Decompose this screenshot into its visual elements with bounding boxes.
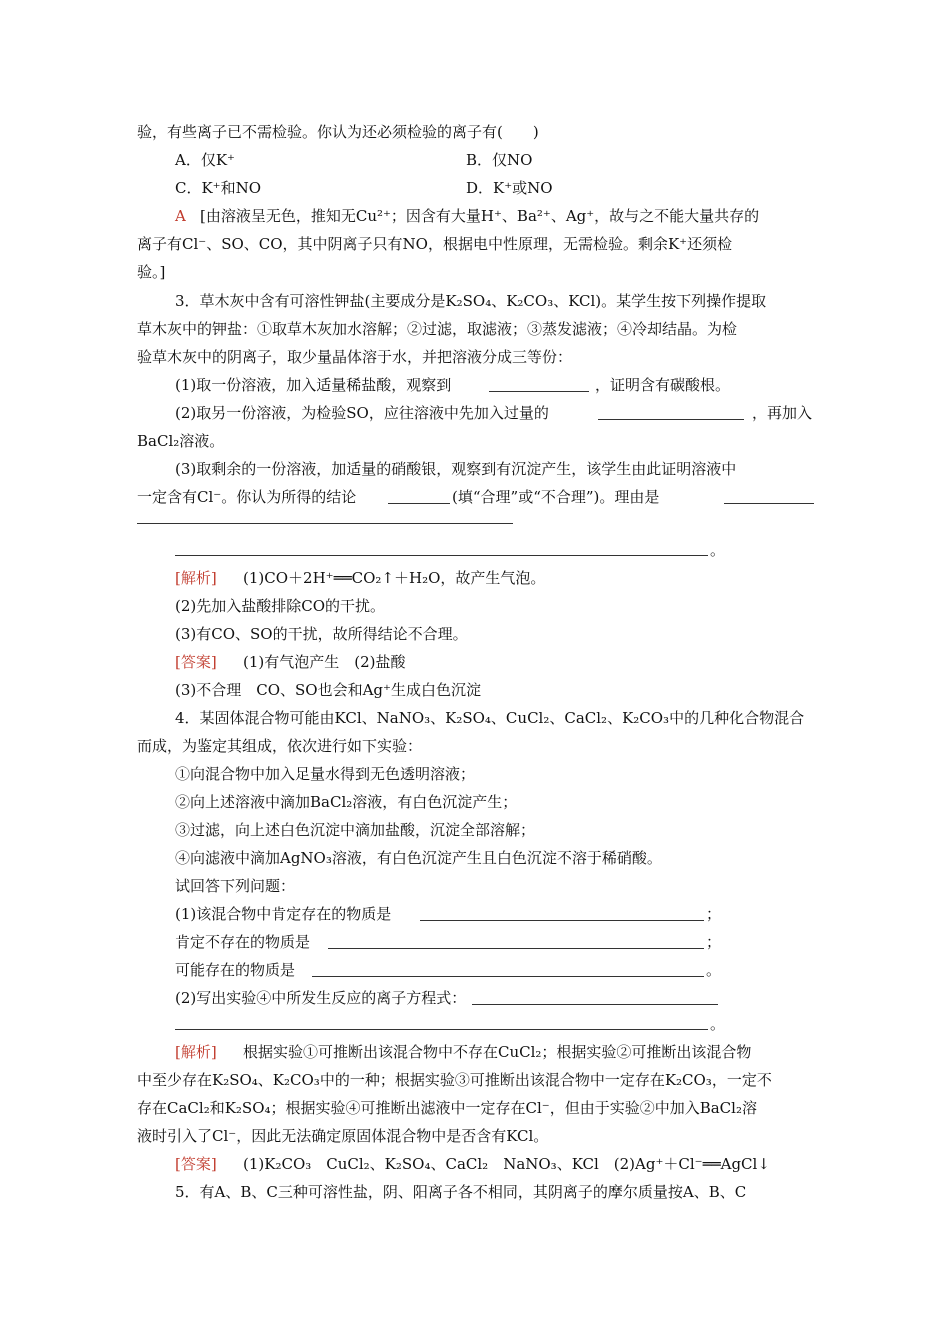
q4-stem: 4．某固体混合物可能由KCl、NaNO₃、K₂SO₄、CuCl₂、CaCl₂、K₂CO₃中的几种化合物混合: [175, 709, 805, 727]
q3-part2-cont: BaCl₂溶液。: [137, 432, 225, 450]
answer-blank[interactable]: [598, 405, 744, 420]
q3-part2: (2)取另一份溶液，为检验SO，应往溶液中先加入过量的: [175, 404, 549, 422]
q4-prompt: 试回答下列问题：: [175, 877, 296, 895]
option-c: C．K⁺和NO: [175, 179, 262, 197]
answer-label: [答案]: [175, 1155, 217, 1173]
text-line: [0, 764, 950, 786]
text-line: [0, 375, 950, 397]
text-line: [0, 347, 950, 369]
q3-part3-cont: 一定含有Cl⁻。你认为所得的结论: [137, 488, 357, 506]
q4-step: ③过滤，向上述白色沉淀中滴加盐酸，沉淀全部溶解；: [175, 821, 536, 839]
answer-text: (3)不合理 CO、SO也会和Ag⁺生成白色沉淀: [175, 681, 481, 699]
q5-stem: 5．有A、B、C三种可溶性盐，阴、阳离子各不相同，其阴离子的摩尔质量按A、B、C: [175, 1183, 747, 1201]
option-row: [0, 150, 950, 172]
q3-part3-cont: (填“合理”或“不合理”)。理由是: [452, 488, 660, 506]
q4-stem: 而成，为鉴定其组成，依次进行如下实验：: [137, 737, 423, 755]
q4-step: ④向滤液中滴加AgNO₃溶液，有白色沉淀产生且白色沉淀不溶于稀硝酸。: [175, 849, 662, 867]
text-line: [0, 540, 950, 562]
text-line: [0, 1098, 950, 1120]
answer-blank[interactable]: [328, 934, 704, 949]
answer-blank[interactable]: [420, 906, 704, 921]
text-line: [0, 624, 950, 646]
text-line: [0, 319, 950, 341]
text-line: [0, 960, 950, 982]
answer-label: [答案]: [175, 653, 217, 671]
text-line: [0, 487, 950, 509]
q2-explanation-line: 验。]: [137, 263, 166, 281]
text-line: [0, 122, 950, 144]
q4-part1b: 肯定不存在的物质是: [175, 933, 311, 951]
text-line: [0, 568, 950, 590]
q4-part1c: 可能存在的物质是: [175, 961, 296, 979]
q2-explanation-line: 离子有Cl⁻、SO、CO，其中阴离子只有NO，根据电中性原理，无需检验。剩余K⁺还须检: [137, 235, 733, 253]
text-line: [0, 1126, 950, 1148]
analysis-label: [解析]: [175, 1043, 217, 1061]
text-line: [0, 403, 950, 425]
q4-part1: (1)该混合物中肯定存在的物质是: [175, 905, 392, 923]
period: 。: [706, 961, 722, 979]
text-line: [0, 680, 950, 702]
q4-step: ①向混合物中加入足量水得到无色透明溶液；: [175, 765, 476, 783]
text-line: [0, 708, 950, 730]
text-line: [0, 1070, 950, 1092]
answer-blank[interactable]: [137, 523, 513, 524]
text-line: [0, 652, 950, 674]
analysis-text: (3)有CO、SO的干扰，故所得结论不合理。: [175, 625, 468, 643]
q3-part1: (1)取一份溶液，加入适量稀盐酸，观察到: [175, 376, 452, 394]
text-line: [0, 291, 950, 313]
text-line: [0, 904, 950, 926]
text-line: [0, 596, 950, 618]
analysis-text: 存在CaCl₂和K₂SO₄；根据实验④可推断出滤液中一定存在Cl⁻，但由于实验②中加入BaCl₂溶: [137, 1099, 757, 1117]
analysis-text: (2)先加入盐酸排除CO的干扰。: [175, 597, 386, 615]
q3-stem: 草木灰中的钾盐：①取草木灰加水溶解；②过滤，取滤液；③蒸发滤液；④冷却结晶。为检: [137, 320, 738, 338]
q3-part2-end: ，再加入: [752, 404, 813, 422]
semicolon: ；: [706, 933, 722, 951]
answer-blank[interactable]: [724, 489, 814, 504]
q2-explanation: [由溶液呈无色，推知无Cu²⁺；因含有大量H⁺、Ba²⁺、Ag⁺，故与之不能大量共存的: [200, 207, 760, 225]
analysis-label: [解析]: [175, 569, 217, 587]
answer-blank[interactable]: [388, 489, 450, 504]
q2-stem-end: 验，有些离子已不需检验。你认为还必须检验的离子有( ): [137, 123, 539, 141]
analysis-text: (1)CO＋2H⁺══CO₂↑＋H₂O，故产生气泡。: [243, 569, 546, 587]
answer-blank[interactable]: [472, 990, 718, 1005]
answer-text: (1)K₂CO₃ CuCl₂、K₂SO₄、CaCl₂ NaNO₃、KCl (2)Ag⁺＋Cl⁻══AgCl↓: [243, 1155, 770, 1173]
answer-text: (1)有气泡产生 (2)盐酸: [243, 653, 406, 671]
text-line: [0, 234, 950, 256]
text-line: [0, 1154, 950, 1176]
q4-part2: (2)写出实验④中所发生反应的离子方程式：: [175, 989, 467, 1007]
q3-part3: (3)取剩余的一份溶液，加适量的硝酸银，观察到有沉淀产生，该学生由此证明溶液中: [175, 460, 737, 478]
text-line: [0, 431, 950, 453]
text-line: [0, 1182, 950, 1204]
q2-answer-letter: A: [175, 207, 186, 225]
answer-blank[interactable]: [312, 962, 704, 977]
analysis-text: 根据实验①可推断出该混合物中不存在CuCl₂；根据实验②可推断出该混合物: [243, 1043, 752, 1061]
text-line: [0, 848, 950, 870]
text-line: [0, 736, 950, 758]
text-line: [0, 932, 950, 954]
text-line: [0, 1014, 950, 1036]
period: 。: [710, 541, 726, 559]
option-a: A．仅K⁺: [175, 151, 235, 169]
q4-step: ②向上述溶液中滴加BaCl₂溶液，有白色沉淀产生；: [175, 793, 518, 811]
answer-blank[interactable]: [489, 377, 589, 392]
text-line: [0, 459, 950, 481]
text-line: [0, 262, 950, 284]
option-row: [0, 178, 950, 200]
analysis-text: 中至少存在K₂SO₄、K₂CO₃中的一种；根据实验③可推断出该混合物中一定存在K₂CO₃，一定不: [137, 1071, 772, 1089]
text-line: [0, 876, 950, 898]
q3-part1-end: ，证明含有碳酸根。: [595, 376, 731, 394]
text-line: [0, 988, 950, 1010]
semicolon: ；: [706, 905, 722, 923]
text-line: [0, 206, 950, 228]
q3-stem: 验草木灰中的阴离子，取少量晶体溶于水，并把溶液分成三等份：: [137, 348, 573, 366]
text-line: [0, 792, 950, 814]
option-d: D．K⁺或NO: [466, 179, 553, 197]
q3-stem: 3．草木灰中含有可溶性钾盐(主要成分是K₂SO₄、K₂CO₃、KCl)。某学生按下列操作提取: [175, 292, 767, 310]
text-line: [0, 1042, 950, 1064]
option-b: B．仅NO: [466, 151, 533, 169]
period: 。: [710, 1015, 726, 1033]
analysis-text: 液时引入了Cl⁻，因此无法确定原固体混合物中是否含有KCl。: [137, 1127, 549, 1145]
text-line: [0, 820, 950, 842]
